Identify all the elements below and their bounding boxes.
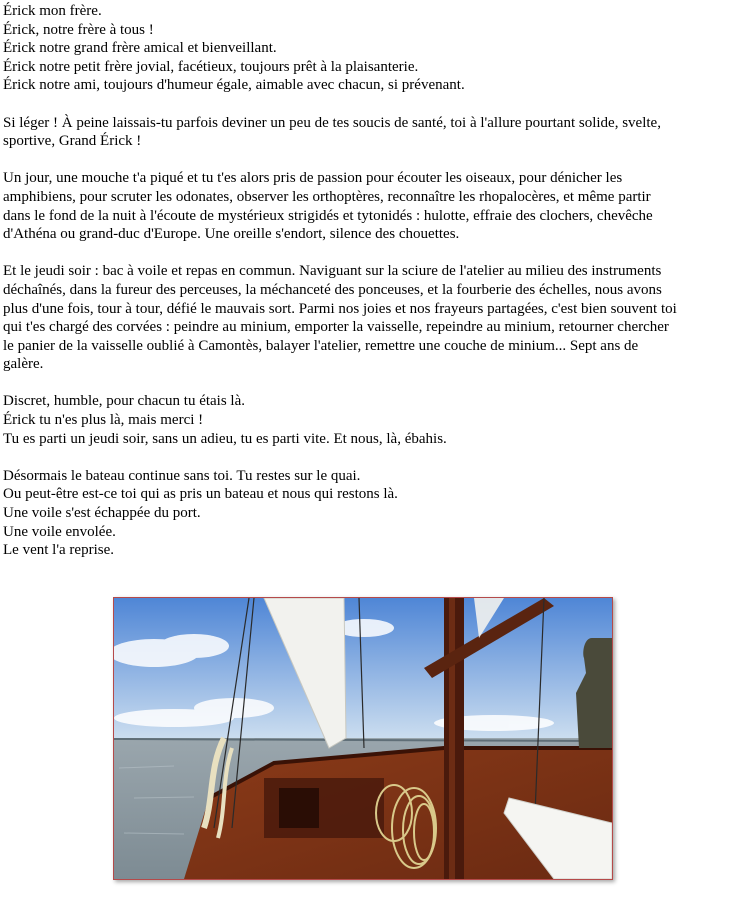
- text-line: Érick tu n'es plus là, mais merci !: [3, 412, 204, 429]
- text-line: Le vent l'a reprise.: [3, 542, 114, 559]
- stanza-5: [3, 392, 731, 448]
- text-line: qui t'es chargé des corvées : peindre au minium, emporter la vaisselle, repeindre au minium, retourner chercher: [3, 319, 669, 336]
- text-line: galère.: [3, 356, 44, 373]
- text-line: dans le fond de la nuit à l'écoute de mystérieux strigidés et tytonidés : hulotte, effraie des clochers, chevêche: [3, 207, 653, 224]
- stanza-6: [3, 467, 731, 560]
- text-line: plus d'une fois, tour à tour, défié le mauvais sort. Parmi nos joies et nos frayeurs partagées, c'est bien souvent toi: [3, 300, 677, 317]
- text-line: Désormais le bateau continue sans toi. Tu restes sur le quai.: [3, 467, 361, 484]
- text-line: Une voile envolée.: [3, 523, 116, 540]
- text-line: sportive, Grand Érick !: [3, 133, 142, 150]
- text-line: Érick notre grand frère amical et bienveillant.: [3, 40, 277, 57]
- sailboat-photo: [113, 597, 613, 880]
- stanza-3: [3, 169, 731, 243]
- text-line: le panier de la vaisselle oublié à Camontès, balayer l'atelier, remettre une couche de minium... Sept ans de: [3, 337, 639, 354]
- text-line: d'Athéna ou grand-duc d'Europe. Une oreille s'endort, silence des chouettes.: [3, 226, 460, 243]
- text-line: amphibiens, pour scruter les odonates, observer les orthoptères, reconnaître les rhopalocères, et même partir: [3, 188, 651, 205]
- text-line: Si léger ! À peine laissais-tu parfois deviner un peu de tes soucis de santé, toi à l'allure pourtant solide, svelte,: [3, 114, 661, 131]
- stanza-1: [3, 2, 731, 95]
- poem-text: [3, 2, 731, 578]
- stanza-4: [3, 262, 731, 374]
- text-line: Érick notre petit frère jovial, facétieux, toujours prêt à la plaisanterie.: [3, 58, 419, 75]
- hatch-opening: [279, 788, 319, 828]
- sailboat-photo-illustration: [114, 598, 612, 879]
- mast-highlight: [449, 598, 455, 879]
- text-line: Ou peut-être est-ce toi qui as pris un bateau et nous qui restons là.: [3, 486, 398, 503]
- text-line: Une voile s'est échappée du port.: [3, 505, 201, 522]
- text-line: Érick mon frère.: [3, 3, 102, 19]
- text-line: Érick, notre frère à tous !: [3, 21, 154, 38]
- text-line: Tu es parti un jeudi soir, sans un adieu, tu es parti vite. Et nous, là, ébahis.: [3, 430, 447, 447]
- text-line: Et le jeudi soir : bac à voile et repas en commun. Naviguant sur la sciure de l'atelier au milieu des instruments: [3, 263, 662, 280]
- text-line: déchaînés, dans la fureur des perceuses, la méchanceté des ponceuses, et la fourberie des échelles, nous avons: [3, 281, 662, 298]
- text-line: Discret, humble, pour chacun tu étais là.: [3, 393, 246, 410]
- stanza-2: [3, 114, 731, 151]
- text-line: Érick notre ami, toujours d'humeur égale, aimable avec chacun, si prévenant.: [3, 77, 465, 94]
- text-line: Un jour, une mouche t'a piqué et tu t'es alors pris de passion pour écouter les oiseaux, pour dénicher les: [3, 170, 623, 187]
